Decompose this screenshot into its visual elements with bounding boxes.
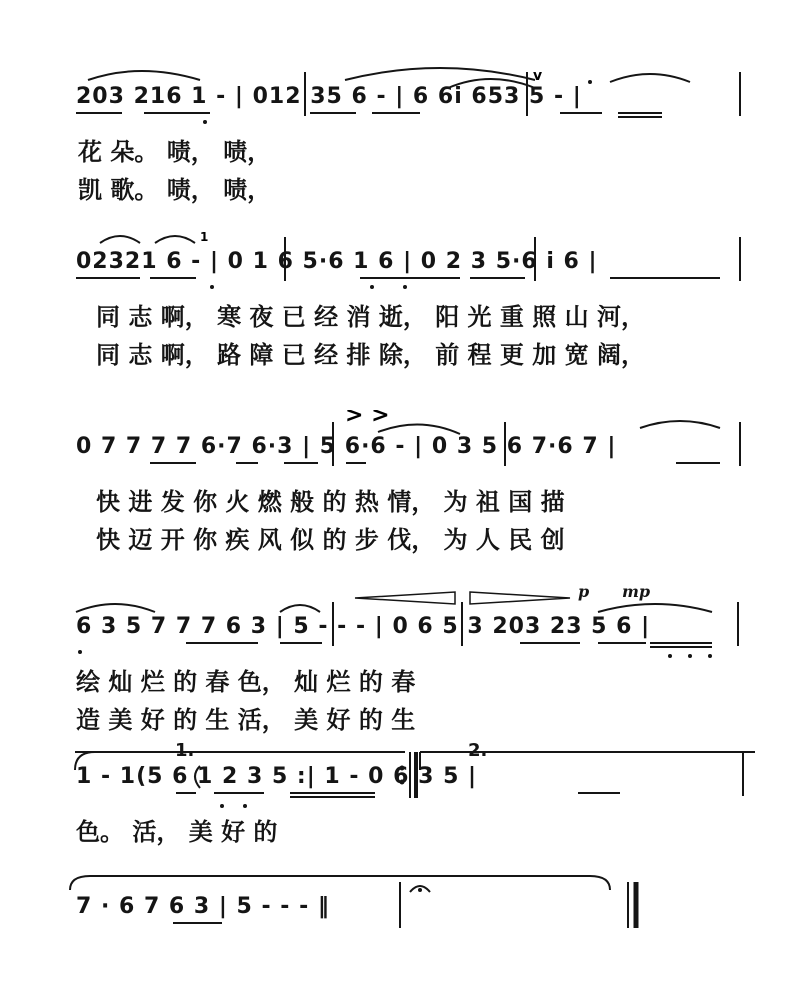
lyric-line-3-verse-2: 快 迈 开 你 疾 风 似 的 步 伐， 为 人 民 创: [96, 525, 565, 554]
octave-dot: [688, 654, 692, 658]
slur-mark: [155, 236, 195, 243]
slur-mark: [378, 424, 460, 434]
notes-line-1: 203 216 1 - | 012 35 6 - | 6 6i 653 5 - |: [76, 84, 582, 109]
lyric-line-3-verse-1: 快 进 发 你 火 燃 般 的 热 情， 为 祖 国 描: [96, 487, 565, 516]
octave-dot: [210, 285, 214, 289]
grace-note: 1: [200, 230, 209, 244]
slur-mark: [280, 605, 320, 612]
lyric-line-1-verse-1: 花 朵。 啧， 啧，: [78, 137, 272, 166]
lyric-line-2-verse-1: 同 志 啊， 寒 夜 已 经 消 逝， 阳 光 重 照 山 河，: [96, 302, 645, 331]
lyric-line-5-verse-1: 色。 活， 美 好 的: [76, 817, 278, 846]
slur-mark: [100, 236, 140, 243]
accent-mark: > >: [345, 410, 390, 428]
octave-dot: [78, 650, 82, 654]
octave-dot: [668, 654, 672, 658]
lyric-line-1-verse-2: 凯 歌。 啧， 啧，: [78, 175, 272, 204]
decrescendo-mark: [470, 592, 570, 604]
lyric-line-4-verse-1: 绘 灿 烂 的 春 色， 灿 烂 的 春: [76, 667, 416, 696]
notes-line-2: 02321 6 - | 0 1 6 5·6 1 6 | 0 2 3 5·6 i 6 |: [76, 249, 598, 274]
octave-dot: [243, 804, 247, 808]
slur-mark: [88, 71, 200, 80]
slur-mark: [76, 604, 155, 612]
octave-dot: [708, 654, 712, 658]
breath-mark: v: [533, 68, 543, 84]
notes-line-3: 0 7 7 7 7 6·7 6·3 | 5 6·6 - | 0 3 5 6 7·6 7 |: [76, 434, 617, 459]
dynamic-p: p: [578, 582, 590, 601]
slur-mark: [610, 74, 690, 82]
slur-mark: [70, 876, 610, 890]
crescendo-mark: [355, 592, 455, 604]
notes-line-4: 6 3 5 7 7 7 6 3 | 5 - - - | 0 6 5 3 203 23 5 6 |: [76, 614, 651, 639]
octave-dot: [220, 804, 224, 808]
octave-dot: [203, 120, 207, 124]
notes-line-6: 7 · 6 7 6 3 | 5 - - - ‖: [76, 894, 330, 919]
slur-mark: [598, 604, 712, 612]
ending-2-label: 2.: [468, 740, 488, 761]
fermata-dot: [418, 888, 422, 892]
slur-mark: [640, 421, 720, 428]
notes-line-5: 1 - 1(5 6 1 2 3 5 :| 1 - 0 6 3 5 |: [76, 764, 478, 789]
ending-1-label: 1.: [175, 740, 195, 761]
slur-mark: [345, 68, 535, 80]
lyric-line-2-verse-2: 同 志 啊， 路 障 已 经 排 除， 前 程 更 加 宽 阔，: [96, 340, 645, 369]
octave-dot: [403, 285, 407, 289]
dynamic-mp: mp: [622, 582, 651, 601]
octave-dot: [370, 285, 374, 289]
lyric-line-4-verse-2: 造 美 好 的 生 活， 美 好 的 生: [76, 705, 416, 734]
